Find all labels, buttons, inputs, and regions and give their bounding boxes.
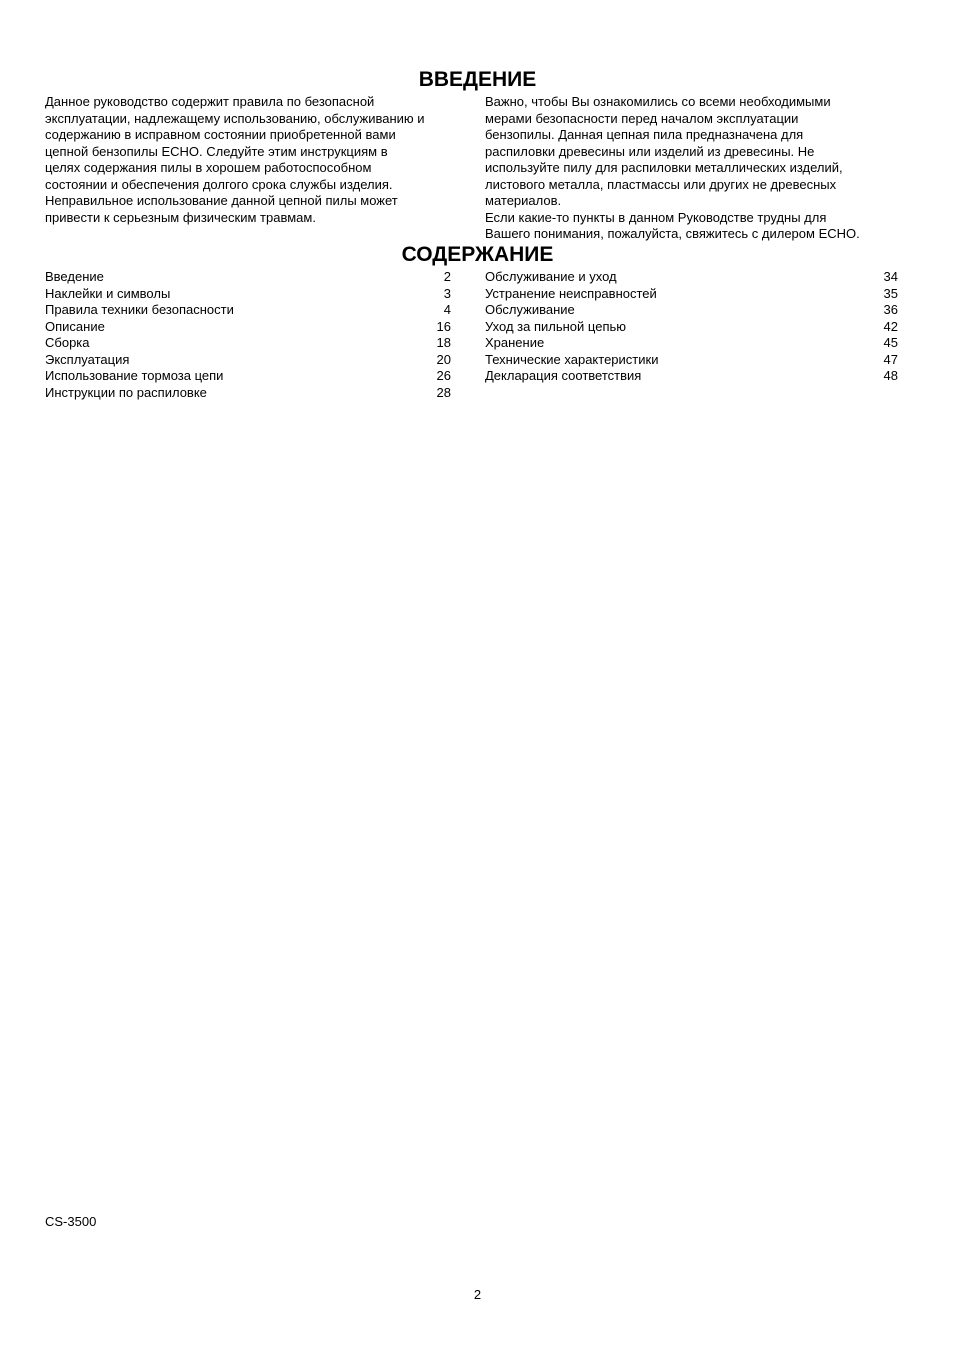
toc-entry-page: 2 [443, 269, 451, 284]
toc-entry-label: Обслуживание и уход [485, 269, 617, 284]
toc-entry-page: 4 [443, 302, 451, 317]
toc-entry [45, 385, 451, 402]
toc-entry-label: Обслуживание [485, 302, 575, 317]
toc-entry-label: Описание [45, 318, 105, 334]
intro-line: Важно, чтобы Вы ознакомились со всеми необходимыми [485, 94, 831, 109]
toc-entry [45, 335, 451, 352]
toc-entry [45, 352, 451, 369]
intro-line: содержанию в исправном состоянии приобретенной вами [45, 127, 396, 142]
toc-entry-page: 34 [883, 269, 898, 284]
toc-entry [45, 269, 451, 286]
toc-entry [485, 302, 898, 319]
toc-entry [485, 335, 898, 352]
toc-entry-label: Технические характеристики [485, 351, 659, 367]
toc-entry-label: Использование тормоза цепи [45, 368, 224, 383]
intro-line: привести к серьезным физическим травмам. [45, 209, 316, 225]
page-number: 2 [473, 1287, 482, 1302]
toc-entry-page: 20 [436, 351, 451, 367]
intro-line: распиловки древесины или изделий из древесины. Не [485, 143, 815, 159]
toc-entry-page: 28 [436, 384, 451, 400]
intro-line: Если какие-то пункты в данном Руководстве трудны для [485, 209, 827, 225]
toc-entry-label: Устранение неисправностей [485, 285, 657, 301]
intro-line: листового металла, пластмассы или других не древесных [485, 176, 837, 192]
toc-entry [45, 368, 451, 385]
toc-entry-label: Хранение [485, 335, 545, 350]
intro-line: Данное руководство содержит правила по безопасной [45, 94, 375, 109]
toc-entry-label: Сборка [45, 335, 90, 350]
toc-entry [485, 269, 898, 286]
intro-line: мерами безопасности перед началом эксплуатации [485, 110, 799, 126]
intro-left-column [45, 94, 470, 226]
toc-entry-label: Уход за пильной цепью [485, 318, 627, 334]
toc-entry-label: Введение [45, 269, 104, 284]
toc-entry-page: 47 [883, 351, 898, 367]
intro-line: используйте пилу для распиловки металлических изделий, [485, 160, 843, 175]
toc-right-column [485, 269, 898, 385]
toc-entry-label: Декларация соответствия [485, 368, 642, 383]
intro-line: бензопилы. Данная цепная пила предназначена для [485, 127, 804, 142]
toc-entry-label: Правила техники безопасности [45, 302, 234, 317]
toc-entry-label: Эксплуатация [45, 351, 130, 367]
toc-entry [485, 352, 898, 369]
toc-entry [485, 319, 898, 336]
toc-entry-page: 45 [883, 335, 898, 350]
intro-line: эксплуатации, надлежащему использованию, обслуживанию и [45, 110, 425, 126]
toc-entry [45, 302, 451, 319]
contents-heading: СОДЕРЖАНИЕ [401, 243, 554, 266]
intro-line: целях содержания пилы в хорошем работоспособном [45, 160, 372, 175]
toc-entry-page: 42 [883, 318, 898, 334]
toc-left-column [45, 269, 451, 401]
intro-heading: ВВЕДЕНИЕ [418, 68, 537, 91]
toc-entry [45, 319, 451, 336]
intro-line: Вашего понимания, пожалуйста, свяжитесь с дилером ECHO. [485, 226, 860, 241]
toc-entry-page: 26 [436, 368, 451, 383]
intro-right-column [485, 94, 910, 243]
toc-entry-label: Инструкции по распиловке [45, 384, 207, 400]
toc-entry-label: Наклейки и символы [45, 285, 171, 301]
toc-entry [485, 286, 898, 303]
toc-entry-page: 35 [883, 285, 898, 301]
intro-line: состоянии и обеспечения долгого срока службы изделия. [45, 176, 393, 192]
intro-line: материалов. [485, 193, 562, 208]
toc-entry [45, 286, 451, 303]
toc-entry-page: 36 [883, 302, 898, 317]
toc-entry-page: 48 [883, 368, 898, 383]
toc-entry [485, 368, 898, 385]
model-number: CS-3500 [45, 1214, 97, 1229]
toc-entry-page: 16 [436, 318, 451, 334]
intro-line: цепной бензопилы ECHO. Следуйте этим инструкциям в [45, 143, 388, 159]
toc-entry-page: 3 [443, 285, 451, 301]
intro-line: Неправильное использование данной цепной пилы может [45, 193, 398, 208]
toc-entry-page: 18 [436, 335, 451, 350]
